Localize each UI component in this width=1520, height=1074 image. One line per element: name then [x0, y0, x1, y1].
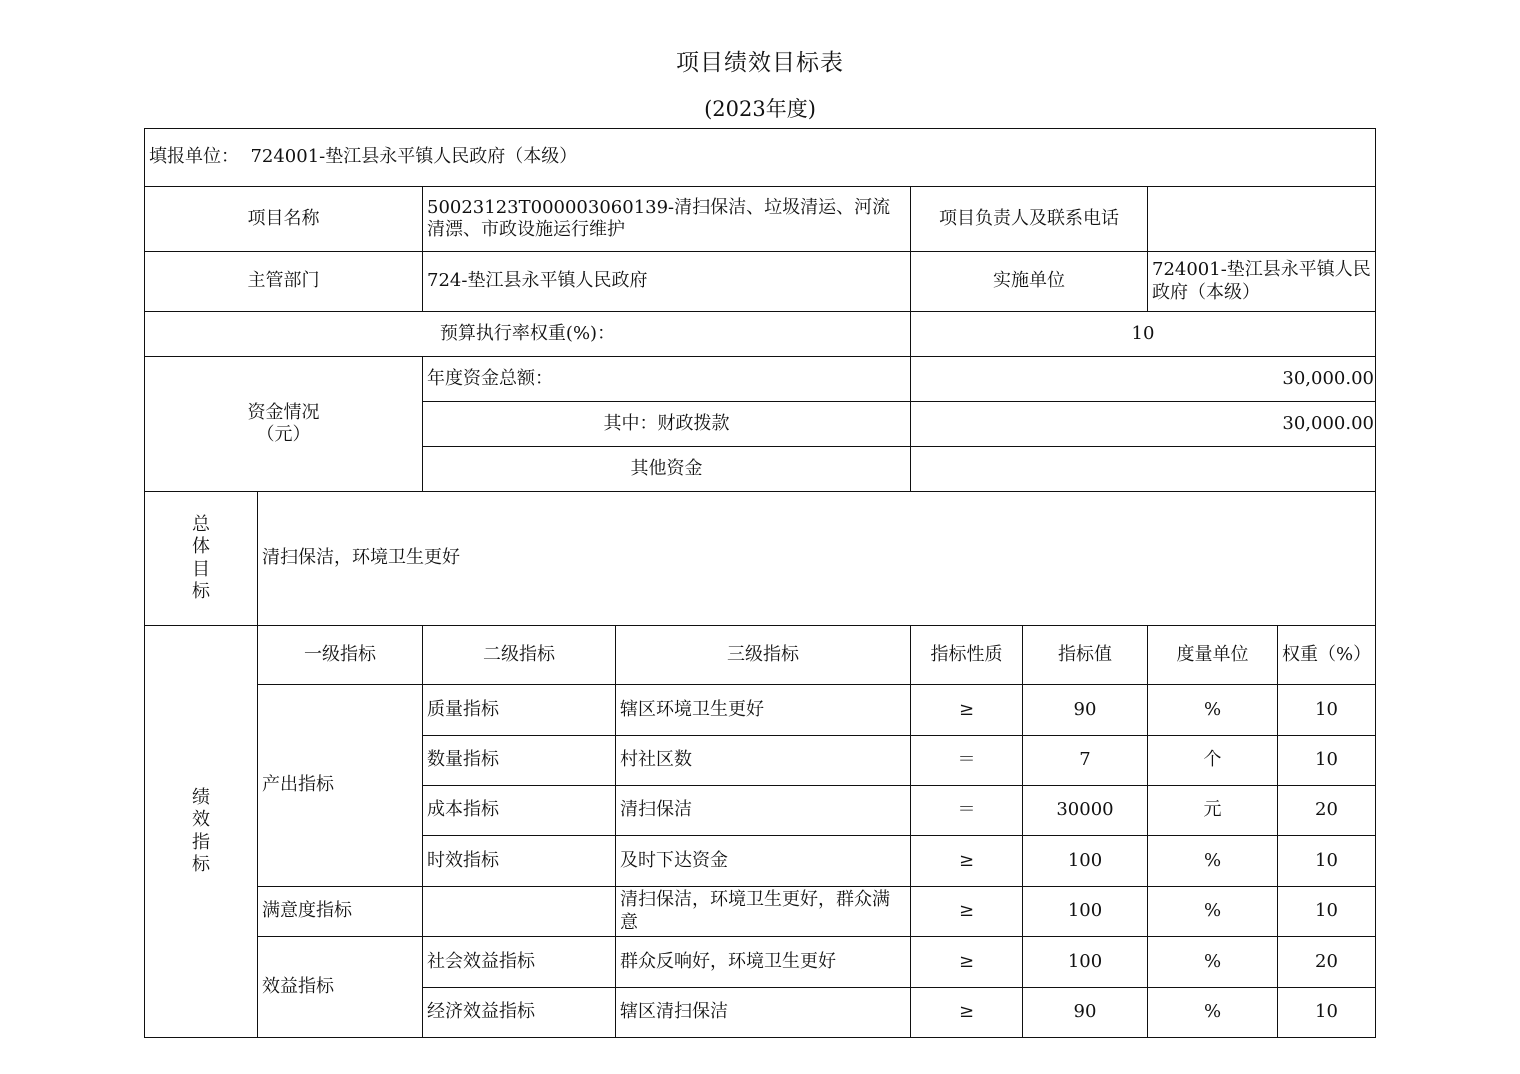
project-name-value: 50023123T000003060139-清扫保洁、垃圾清运、河流清漂、市政设施运行维护 — [423, 187, 911, 252]
row-level2: 成本指标 — [423, 786, 616, 836]
row-level3: 辖区环境卫生更好 — [616, 685, 911, 736]
row-unit: 个 — [1148, 736, 1278, 786]
header-weight: 权重（%） — [1278, 626, 1376, 685]
row-unit: 元 — [1148, 786, 1278, 836]
group-output: 产出指标 — [258, 685, 423, 887]
funds-label — [145, 357, 423, 492]
header-level3: 三级指标 — [616, 626, 911, 685]
row-nature: ≥ — [911, 685, 1023, 736]
row-level2: 数量指标 — [423, 736, 616, 786]
row-weight: 10 — [1278, 836, 1376, 887]
row-unit: % — [1148, 937, 1278, 988]
row-value: 100 — [1023, 937, 1148, 988]
implementing-unit-label: 实施单位 — [911, 252, 1148, 312]
page-subtitle: (2023年度) — [704, 97, 816, 121]
budget-weight-value: 10 — [911, 312, 1376, 357]
other-funds-label: 其他资金 — [423, 447, 911, 492]
performance-target-table — [144, 128, 1376, 1038]
row-nature: ≥ — [911, 988, 1023, 1038]
department-value: 724-垫江县永平镇人民政府 — [423, 252, 911, 312]
row-nature: ≥ — [911, 887, 1023, 937]
row-value: 90 — [1023, 685, 1148, 736]
table-row — [145, 937, 1376, 988]
reporting-unit-value: 724001-垫江县永平镇人民政府（本级） — [250, 146, 578, 168]
department-label: 主管部门 — [145, 252, 423, 312]
table-row — [145, 685, 1376, 736]
row-value: 100 — [1023, 887, 1148, 937]
overall-goal-label: 总 体 目 标 — [145, 492, 258, 626]
row-level3: 清扫保洁，环境卫生更好，群众满意 — [616, 887, 911, 937]
annual-total-value: 30,000.00 — [911, 357, 1376, 402]
row-value: 90 — [1023, 988, 1148, 1038]
row-nature: ＝ — [911, 786, 1023, 836]
row-level2: 社会效益指标 — [423, 937, 616, 988]
row-weight: 10 — [1278, 887, 1376, 937]
row-value: 30000 — [1023, 786, 1148, 836]
row-weight: 10 — [1278, 685, 1376, 736]
row-unit: % — [1148, 988, 1278, 1038]
row-unit: % — [1148, 836, 1278, 887]
row-nature: ≥ — [911, 937, 1023, 988]
row-level3: 及时下达资金 — [616, 836, 911, 887]
project-manager-label: 项目负责人及联系电话 — [911, 187, 1148, 252]
row-nature: ≥ — [911, 836, 1023, 887]
row-level2: 经济效益指标 — [423, 988, 616, 1038]
row-level3: 清扫保洁 — [616, 786, 911, 836]
row-level2 — [423, 887, 616, 937]
row-value: 7 — [1023, 736, 1148, 786]
funds-label-line2: （元） — [256, 424, 311, 445]
fiscal-allocation-value: 30,000.00 — [911, 402, 1376, 447]
row-level3: 辖区清扫保洁 — [616, 988, 911, 1038]
reporting-unit-cell — [145, 129, 1376, 187]
row-weight: 20 — [1278, 786, 1376, 836]
other-funds-value — [911, 447, 1376, 492]
row-level3: 群众反响好，环境卫生更好 — [616, 937, 911, 988]
row-level3: 村社区数 — [616, 736, 911, 786]
row-level2: 时效指标 — [423, 836, 616, 887]
row-nature: ＝ — [911, 736, 1023, 786]
budget-weight-label: 预算执行率权重(%)： — [145, 312, 911, 357]
page-title: 项目绩效目标表 — [676, 50, 844, 76]
row-level2: 质量指标 — [423, 685, 616, 736]
row-unit: % — [1148, 685, 1278, 736]
project-name-label: 项目名称 — [145, 187, 423, 252]
header-unit: 度量单位 — [1148, 626, 1278, 685]
table-row — [145, 887, 1376, 937]
implementing-unit-value: 724001-垫江县永平镇人民政府（本级） — [1148, 252, 1376, 312]
row-value: 100 — [1023, 836, 1148, 887]
annual-total-label: 年度资金总额： — [423, 357, 911, 402]
row-weight: 10 — [1278, 736, 1376, 786]
row-unit: % — [1148, 887, 1278, 937]
group-benefit: 效益指标 — [258, 937, 423, 1038]
header-value: 指标值 — [1023, 626, 1148, 685]
overall-goal-text: 清扫保洁，环境卫生更好 — [258, 492, 1376, 626]
reporting-unit-label: 填报单位： — [149, 146, 239, 168]
header-level2: 二级指标 — [423, 626, 616, 685]
row-weight: 10 — [1278, 988, 1376, 1038]
group-satisfaction: 满意度指标 — [258, 887, 423, 937]
project-manager-value — [1148, 187, 1376, 252]
header-nature: 指标性质 — [911, 626, 1023, 685]
performance-indicators-label: 绩 效 指 标 — [145, 626, 258, 1038]
header-level1: 一级指标 — [258, 626, 423, 685]
funds-label-line1: 资金情况 — [247, 401, 320, 423]
row-weight: 20 — [1278, 937, 1376, 988]
fiscal-allocation-label: 其中：财政拨款 — [423, 402, 911, 447]
